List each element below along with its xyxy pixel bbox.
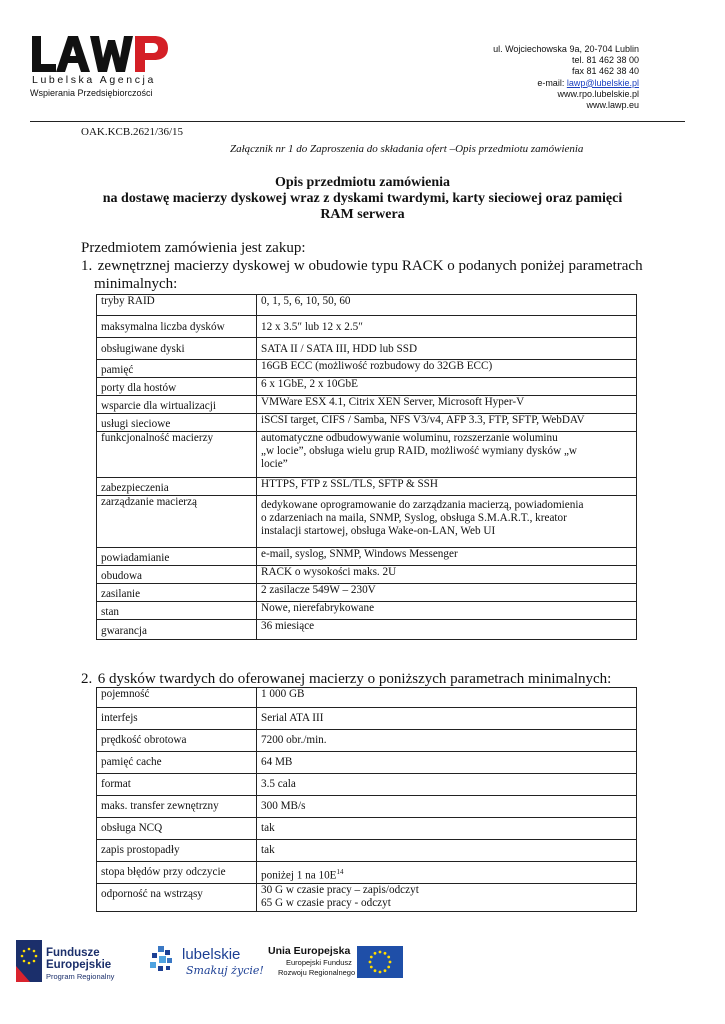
spec-key: odporność na wstrząsy xyxy=(97,884,257,912)
intro-text: Przedmiotem zamówienia jest zakup: xyxy=(81,240,306,256)
spec-value: SATA II / SATA III, HDD lub SSD xyxy=(257,338,637,360)
spec-value: 0, 1, 5, 6, 10, 50, 60 xyxy=(257,295,637,316)
spec-key: zabezpieczenia xyxy=(97,478,257,496)
spec-key: prędkość obrotowa xyxy=(97,730,257,752)
spec-value: tak xyxy=(257,840,637,862)
spec-value: 36 miesiące xyxy=(257,620,637,640)
table-row xyxy=(97,862,637,884)
spec-value xyxy=(257,496,637,548)
table-row xyxy=(97,316,637,338)
spec-key: zarządzanie macierzą xyxy=(97,496,257,548)
contact-email-line xyxy=(493,78,639,89)
header-divider xyxy=(30,121,685,122)
spec-key: funkcjonalność macierzy xyxy=(97,432,257,478)
table-row xyxy=(97,432,637,478)
table-row xyxy=(97,688,637,708)
table-row xyxy=(97,884,637,912)
table-row xyxy=(97,338,637,360)
spec-value: 3.5 cala xyxy=(257,774,637,796)
spec-value-line: 30 G w czasie pracy – zapis/odczyt xyxy=(261,884,419,896)
fundusze-europejskie-flag-icon xyxy=(16,940,44,982)
document-reference: OAK.KCB.2621/36/15 xyxy=(81,126,184,138)
lawp-logo xyxy=(30,34,170,98)
eu-flag-stars-icon xyxy=(357,946,403,978)
table-row xyxy=(97,796,637,818)
contact-email-prefix: e-mail: xyxy=(537,77,567,88)
contact-email-link[interactable]: lawp@lubelskie.pl xyxy=(566,77,639,88)
table-row xyxy=(97,414,637,432)
eu-flag-icon xyxy=(357,946,403,983)
table-row xyxy=(97,478,637,496)
spec-value-exponent: 14 xyxy=(336,868,344,876)
contact-web-lawp: www.lawp.eu xyxy=(586,100,639,111)
item-1-text-cont: minimalnych: xyxy=(94,276,178,292)
spec-value: Serial ATA III xyxy=(257,708,637,730)
spec-value: e-mail, syslog, SNMP, Windows Messenger xyxy=(257,548,637,566)
spec-value: Nowe, nierefabrykowane xyxy=(257,602,637,620)
lubelskie-logo xyxy=(146,940,264,983)
spec-value: iSCSI target, CIFS / Samba, NFS V3/v4, AFP 3.3, FTP, SFTP, WebDAV xyxy=(257,414,637,432)
fe-text xyxy=(46,947,114,982)
contact-fax: fax 81 462 38 40 xyxy=(571,66,639,77)
array-spec-table xyxy=(96,294,637,640)
eu-text xyxy=(268,945,355,978)
table-row xyxy=(97,548,637,566)
contact-address: ul. Wojciechowska 9a, 20-704 Lublin xyxy=(493,44,639,54)
table-row xyxy=(97,566,637,584)
table-row xyxy=(97,730,637,752)
contact-block xyxy=(493,44,639,111)
fundusze-europejskie-logo xyxy=(16,940,115,987)
item-1-number: 1. xyxy=(81,258,93,274)
annex-note: Załącznik nr 1 do Zaproszenia do składania ofert –Opis przedmiotu zamówienia xyxy=(230,143,584,155)
spec-key: pamięć xyxy=(97,360,257,378)
fe-line-2: Europejskie xyxy=(46,959,112,971)
fe-line-1: Fundusze xyxy=(46,947,100,959)
spec-value-text: poniżej 1 na 10E xyxy=(261,869,337,882)
table-row xyxy=(97,708,637,730)
spec-value: 1 000 GB xyxy=(257,688,637,708)
spec-key: usługi sieciowe xyxy=(97,414,257,432)
spec-key: porty dla hostów xyxy=(97,378,257,396)
spec-value: RACK o wysokości maks. 2U xyxy=(257,566,637,584)
spec-value: HTTPS, FTP z SSL/TLS, SFTP & SSH xyxy=(257,478,637,496)
spec-key: obsługiwane dyski xyxy=(97,338,257,360)
spec-value xyxy=(257,862,637,884)
item-1-text: zewnętrznej macierzy dyskowej w obudowie typu RACK o podanych poniżej parametrach xyxy=(97,258,643,274)
fe-line-3: Program Regionalny xyxy=(46,972,115,981)
spec-value-line: automatyczne odbudowywanie woluminu, rozszerzanie woluminu xyxy=(261,432,558,444)
spec-key: tryby RAID xyxy=(97,295,257,316)
title-line-3: RAM serwera xyxy=(320,207,405,222)
spec-value-line: locie” xyxy=(261,458,288,470)
spec-value: 12 x 3.5″ lub 12 x 2.5″ xyxy=(257,316,637,338)
spec-key: gwarancja xyxy=(97,620,257,640)
spec-value: 64 MB xyxy=(257,752,637,774)
contact-web-rpo: www.rpo.lubelskie.pl xyxy=(557,88,639,99)
spec-key: pojemność xyxy=(97,688,257,708)
spec-value: VMWare ESX 4.1, Citrix XEN Server, Microsoft Hyper-V xyxy=(257,396,637,414)
spec-key: zasilanie xyxy=(97,584,257,602)
spec-key: maksymalna liczba dysków xyxy=(97,316,257,338)
spec-value: 16GB ECC (możliwość rozbudowy do 32GB ECC) xyxy=(257,360,637,378)
lubelskie-slogan: Smakuj życie! xyxy=(186,964,264,977)
table-row xyxy=(97,774,637,796)
contact-tel: tel. 81 462 38 00 xyxy=(571,55,639,66)
spec-key: stan xyxy=(97,602,257,620)
spec-value: 2 zasilacze 549W – 230V xyxy=(257,584,637,602)
spec-key: zapis prostopadły xyxy=(97,840,257,862)
table-row xyxy=(97,840,637,862)
spec-value: 7200 obr./min. xyxy=(257,730,637,752)
footer-logos xyxy=(0,940,725,990)
spec-key: powiadamianie xyxy=(97,548,257,566)
spec-value-line: o zdarzeniach na maila, SNMP, Syslog, obsługa S.M.A.R.T., kreator xyxy=(261,512,567,524)
eu-line-1: Unia Europejska xyxy=(268,945,351,957)
spec-key: pamięć cache xyxy=(97,752,257,774)
eu-line-2: Europejski Fundusz xyxy=(286,958,352,967)
spec-value xyxy=(257,884,637,912)
spec-value-line: „w locie”, obsługa wielu grup RAID, możliwość wymiany dysków „w xyxy=(261,445,577,457)
lawp-logo-mark xyxy=(30,34,170,74)
table-row xyxy=(97,818,637,840)
table-row xyxy=(97,295,637,316)
title-line-2: na dostawę macierzy dyskowej wraz z dyskami twardymi, karty sieciowej oraz pamięci xyxy=(102,191,623,206)
spec-value: 6 x 1GbE, 2 x 10GbE xyxy=(257,378,637,396)
title-line-1: Opis przedmiotu zamówienia xyxy=(275,175,450,190)
table-row xyxy=(97,496,637,548)
spec-key: obsługa NCQ xyxy=(97,818,257,840)
spec-key: wsparcie dla wirtualizacji xyxy=(97,396,257,414)
eu-line-3: Rozwoju Regionalnego xyxy=(278,968,356,977)
logo-subtitle-2: Wspierania Przedsiębiorczości xyxy=(30,88,153,98)
spec-key: interfejs xyxy=(97,708,257,730)
item-1-heading xyxy=(81,257,651,293)
spec-value xyxy=(257,432,637,478)
lubelskie-name: lubelskie xyxy=(182,946,241,963)
table-row xyxy=(97,378,637,396)
item-2-text: 6 dysków twardych do oferowanej macierzy o poniższych parametrach minimalnych: xyxy=(97,671,612,687)
spec-value-line: dedykowane oprogramowanie do zarządzania macierzą, powiadomienia xyxy=(261,499,584,511)
table-row xyxy=(97,584,637,602)
table-row xyxy=(97,620,637,640)
item-2-heading xyxy=(81,670,651,688)
spec-key: maks. transfer zewnętrzny xyxy=(97,796,257,818)
table-row xyxy=(97,396,637,414)
table-row xyxy=(97,360,637,378)
spec-key: stopa błędów przy odczycie xyxy=(97,862,257,884)
lubelskie-mark-icon xyxy=(146,940,180,978)
disk-spec-table xyxy=(96,687,637,912)
table-row xyxy=(97,602,637,620)
spec-value: tak xyxy=(257,818,637,840)
item-2-number: 2. xyxy=(81,671,93,687)
logo-subtitle-1: Lubelska Agencja xyxy=(32,74,156,86)
document-title xyxy=(60,175,665,223)
spec-key: format xyxy=(97,774,257,796)
table-row xyxy=(97,752,637,774)
spec-value-line: 65 G w czasie pracy - odczyt xyxy=(261,897,391,909)
spec-value-line: instalacji startowej, obsługa Wake-on-LAN, Web UI xyxy=(261,525,496,537)
spec-key: obudowa xyxy=(97,566,257,584)
spec-value: 300 MB/s xyxy=(257,796,637,818)
